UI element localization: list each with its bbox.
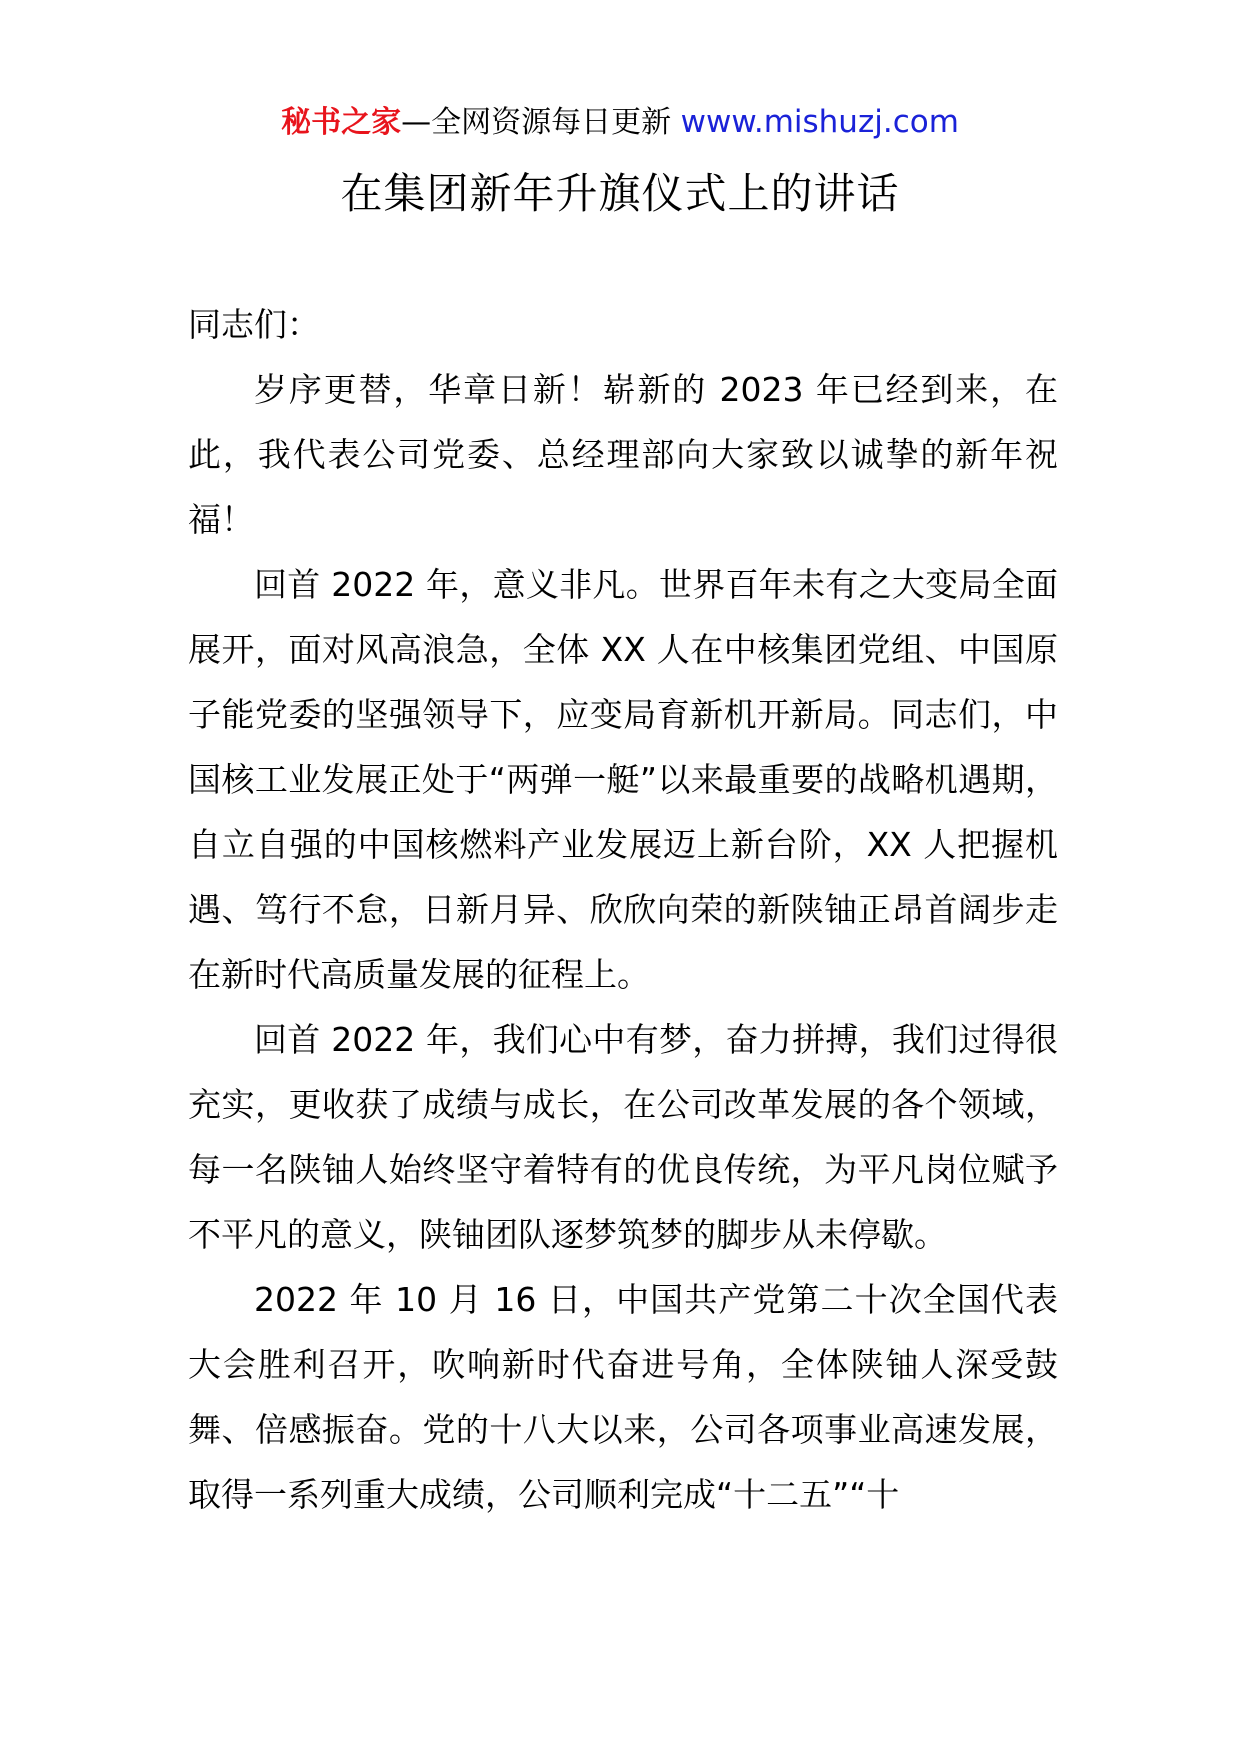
paragraph: 岁序更替，华章日新！崭新的 2023 年已经到来，在此，我代表公司党委、总经理部向大家致以诚挚的新年祝福！ [188, 370, 1058, 539]
paragraph: 回首 2022 年，意义非凡。世界百年未有之大变局全面展开，面对风高浪急，全体 XX 人在中核集团党组、中国原子能党委的坚强领导下，应变局育新机开新局。同志们，中国核工业发展正处于“两弹一艇”以来最重要的战略机遇期，自立自强的中国核燃料产业发展迈上新台阶，XX 人把握机遇、笃行不怠，日新月异、欣欣向荣的新陕铀正昂首阔步走在新时代高质量发展的征程上。 [188, 565, 1058, 994]
site-url-link[interactable]: www.mishuzj.com [680, 104, 959, 140]
site-header [0, 100, 1240, 145]
site-brand: 秘书之家 [281, 105, 402, 140]
paragraph: 2022 年 10 月 16 日，中国共产党第二十次全国代表大会胜利召开，吹响新时代奋进号角，全体陕铀人深受鼓舞、倍感振奋。党的十八大以来，公司各项事业高速发展，取得一系列重大成绩，公司顺利完成“十二五”“十 [188, 1280, 1058, 1514]
salutation: 同志们： [188, 305, 320, 344]
site-slogan: —全网资源每日更新 [401, 105, 681, 140]
document-body [188, 292, 1058, 1527]
paragraph: 回首 2022 年，我们心中有梦，奋力拼搏，我们过得很充实，更收获了成绩与成长，在公司改革发展的各个领域，每一名陕铀人始终坚守着特有的优良传统，为平凡岗位赋予不平凡的意义，陕铀团队逐梦筑梦的脚步从未停歇。 [188, 1020, 1058, 1254]
document-title: 在集团新年升旗仪式上的讲话 [340, 169, 900, 218]
